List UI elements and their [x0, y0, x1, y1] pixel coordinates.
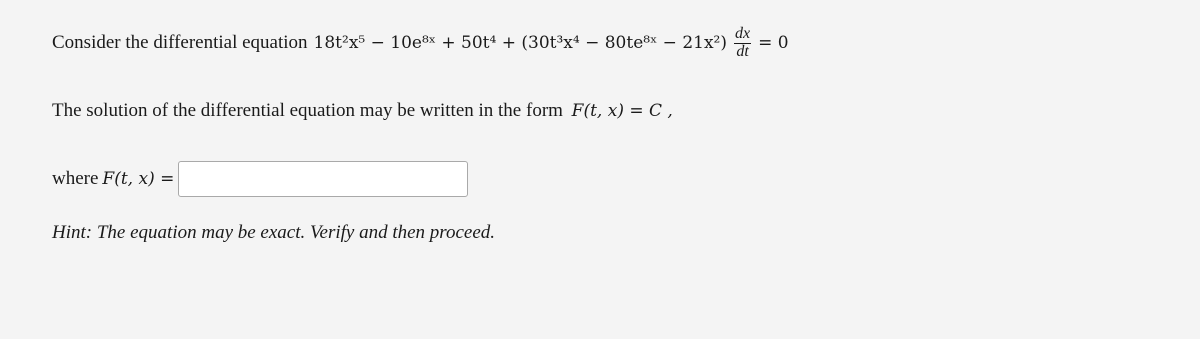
- answer-line: [52, 161, 468, 197]
- equation-left: 18t²x⁵ − 10e⁸ˣ + 50t⁴ + (30t³x⁴ − 80te⁸ˣ − 21x²): [313, 33, 728, 54]
- intro-text: Consider the differential equation: [52, 32, 308, 54]
- hint-text: Hint: The equation may be exact. Verify and then proceed.: [52, 222, 496, 243]
- equation-line: [52, 26, 789, 61]
- solution-sentence: The solution of the differential equation may be written in the form: [52, 100, 563, 121]
- where-expression: F(t, x) =: [102, 169, 175, 189]
- solution-form: F(t, x) = C ,: [571, 101, 673, 121]
- fraction-denominator: dt: [736, 42, 749, 60]
- answer-input[interactable]: [178, 161, 468, 197]
- fraction-numerator: dx: [735, 25, 751, 42]
- equation-right: = 0: [758, 33, 789, 54]
- where-label: where: [52, 168, 99, 189]
- derivative-fraction: [733, 26, 752, 61]
- solution-form-line: [52, 100, 673, 122]
